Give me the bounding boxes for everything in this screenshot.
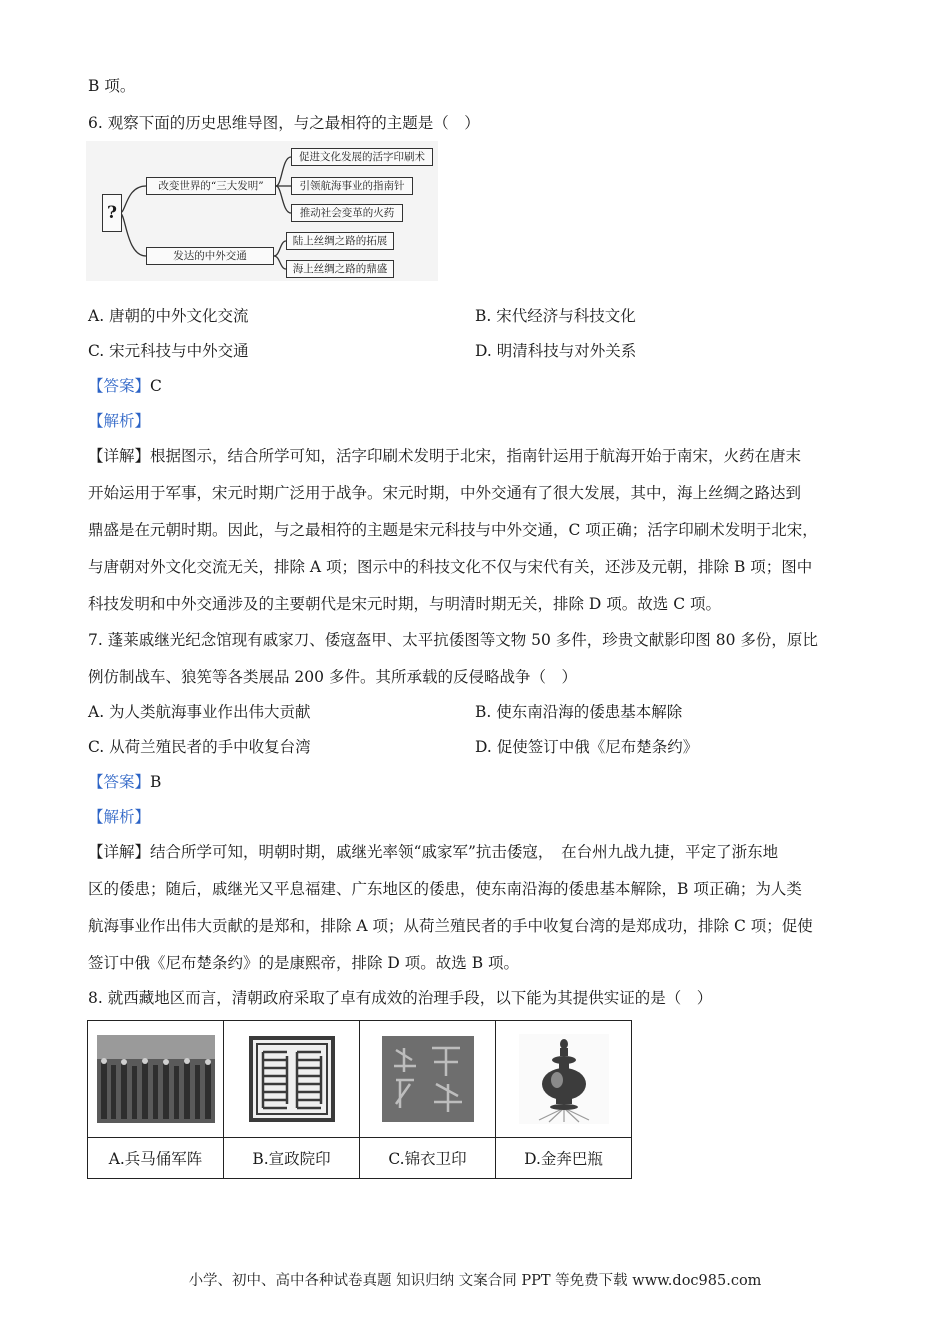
- q6-detail-line-5: 科技发明和中外交通涉及的主要朝代是宋元时期，与明清时期无关，排除 D 项。故选 C 项。: [88, 595, 721, 613]
- golden-urn-image-cell: [496, 1021, 632, 1138]
- jinyiwei-seal-image-cell: [360, 1021, 496, 1138]
- q7-detail-line-2: 区的倭患；随后，戚继光又平息福建、广东地区的倭患，使东南沿海的倭患基本解除，B 项正确；为人类: [88, 880, 802, 898]
- xuanzheng-seal-image-cell: [224, 1021, 360, 1138]
- jinyiwei-seal-image: [382, 1036, 474, 1122]
- q7-answer: [88, 772, 161, 792]
- q7-option-a: A. 为人类航海事业作出伟大贡献: [88, 703, 311, 721]
- q7-option-c: C. 从荷兰殖民者的手中收复台湾: [88, 738, 311, 756]
- q7-detail-line-4: 签订中俄《尼布楚条约》的是康熙帝，排除 D 项。故选 B 项。: [88, 954, 520, 972]
- detail-tag: 【详解】: [88, 447, 151, 465]
- mindmap-item-land-silk-road: 陆上丝绸之路的拓展: [286, 232, 394, 250]
- page-footer: 小学、初中、高中各种试卷真题 知识归纳 文案合同 PPT 等免费下载 www.doc985.com: [188, 1273, 762, 1289]
- mindmap-branch-inventions: 改变世界的“三大发明”: [146, 177, 276, 195]
- q7-detail-line-3: 航海事业作出伟大贡献的是郑和，排除 A 项；从荷兰殖民者的手中收复台湾的是郑成功，排除 C 项；促使: [88, 917, 813, 935]
- q6-stem: 6. 观察下面的历史思维导图，与之最相符的主题是（ ）: [88, 114, 480, 132]
- answer-value: C: [150, 377, 162, 395]
- q6-mindmap: [86, 141, 438, 281]
- q8-option-b: B.宣政院印: [224, 1138, 360, 1179]
- q7-stem-line-2: 例仿制战车、狼筅等各类展品 200 多件。其所承载的反侵略战争（ ）: [88, 668, 577, 686]
- mindmap-item-sea-silk-road: 海上丝绸之路的鼎盛: [286, 260, 394, 278]
- answer-value: B: [150, 773, 162, 791]
- detail-tag: 【详解】: [88, 843, 151, 861]
- q6-detail-line-1: 【详解】根据图示，结合所学可知，活字印刷术发明于北宋，指南针运用于航海开始于南宋，火药在唐末: [88, 447, 802, 465]
- q6-detail-line-2: 开始运用于军事，宋元时期广泛用于战争。宋元时期，中外交通有了很大发展，其中，海上丝绸之路达到: [88, 484, 802, 502]
- q8-image-table: [87, 1020, 632, 1179]
- q6-option-c: C. 宋元科技与中外交通: [88, 342, 249, 360]
- q6-option-a: A. 唐朝的中外文化交流: [88, 307, 249, 325]
- q6-answer: [88, 376, 162, 396]
- q6-option-b: B. 宋代经济与科技文化: [475, 307, 636, 325]
- q7-option-d: D. 促使签订中俄《尼布楚条约》: [475, 738, 699, 756]
- xuanzheng-seal-image: [249, 1036, 335, 1122]
- q8-option-a: A.兵马俑军阵: [88, 1138, 224, 1179]
- answer-tag: 【答案】: [88, 773, 151, 791]
- q7-stem-line-1: 7. 蓬莱戚继光纪念馆现有戚家刀、倭寇盔甲、太平抗倭图等文物 50 多件，珍贵文献影印图 80 多份，原比: [88, 631, 818, 649]
- q6-analysis-tag: 【解析】: [88, 412, 151, 430]
- terracotta-army-image: [97, 1035, 215, 1123]
- mindmap-branch-transport: 发达的中外交通: [146, 247, 274, 265]
- answer-tag: 【答案】: [88, 377, 151, 395]
- q7-option-b: B. 使东南沿海的倭患基本解除: [475, 703, 683, 721]
- q7-detail-line-1: 【详解】结合所学可知，明朝时期，戚继光率领“戚家军”抗击倭寇， 在台州九战九捷，平定了浙东地: [88, 843, 779, 861]
- mindmap-center-question: ?: [102, 194, 122, 232]
- q6-option-d: D. 明清科技与对外关系: [475, 342, 637, 360]
- golden-urn-image: [519, 1034, 609, 1124]
- q6-detail-line-4: 与唐朝对外文化交流无关，排除 A 项；图示中的科技文化不仅与宋代有关，还涉及元朝，排除 B 项；图中: [88, 558, 813, 576]
- mindmap-item-compass: 引领航海事业的指南针: [291, 177, 413, 195]
- previous-answer-tail: B 项。: [88, 77, 136, 95]
- terracotta-army-image-cell: [88, 1021, 224, 1138]
- q8-option-c: C.锦衣卫印: [360, 1138, 496, 1179]
- q8-option-d: D.金奔巴瓶: [496, 1138, 632, 1179]
- q7-analysis-tag: 【解析】: [88, 808, 151, 826]
- mindmap-item-printing: 促进文化发展的活字印刷术: [291, 148, 433, 166]
- mindmap-item-gunpowder: 推动社会变革的火药: [291, 204, 403, 222]
- q8-stem: 8. 就西藏地区而言，清朝政府采取了卓有成效的治理手段，以下能为其提供实证的是（ ）: [88, 989, 713, 1007]
- q6-detail-line-3: 鼎盛是在元朝时期。因此，与之最相符的主题是宋元科技与中外交通，C 项正确；活字印刷术发明于北宋，: [88, 521, 818, 539]
